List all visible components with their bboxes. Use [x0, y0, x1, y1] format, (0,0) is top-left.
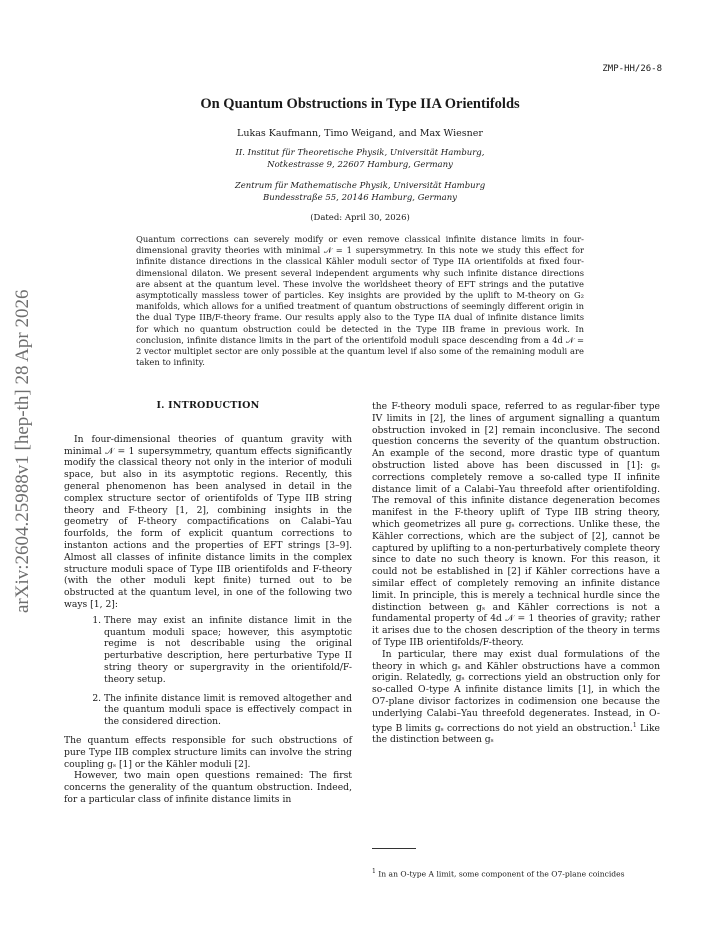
- obstruction-list: [64, 615, 352, 728]
- arxiv-watermark: arXiv:2604.25988v1 [hep-th] 28 Apr 2026: [12, 289, 33, 613]
- intro-paragraph-5: [372, 649, 660, 746]
- footnote-1: [372, 868, 668, 879]
- footnote-divider: [372, 848, 416, 849]
- intro-paragraph-4: the F-theory moduli space, referred to as regular-fiber type IV limits in [2], the lines of argument signalling a quantum obstruction invoked in [2] remain inconclusive. The second question concerns the severity of the quantum obstruction. An example of the second, more drastic type of quantum obstruction listed above has been discussed in [1]: gₛ corrections completely remove a so-called type II infinite distance limit of a Calabi–Yau threefold after orientifolding. The removal of this infinite distance degeneration becomes manifest in the F-theory uplift of Type IIB string theory, which geometrizes all pure gₛ corrections. Unlike these, the Kähler corrections, which are the subject of [2], cannot be captured by uplifting to a non-perturbatively complete theory since to date no such theory is known. For this reason, it could not be established in [2] if Kähler corrections have a similar effect of completely removing an infinite distance limit. In principle, this is merely a technical hurdle since the distinction between gₛ and Kähler corrections is not a fundamental property of 4d 𝒩 = 1 theories of gravity; rather it arises due to the chosen description of the theory in terms of Type IIB orientifolds/F-theory.: [372, 401, 660, 648]
- affiliation-1-line2: Notkestrasse 9, 22607 Hamburg, Germany: [267, 160, 453, 170]
- paragraph-continuation: Like the distinction between gₛ: [372, 722, 660, 746]
- date-line: (Dated: April 30, 2026): [310, 213, 410, 223]
- right-column: [372, 401, 660, 746]
- intro-paragraph-3: However, two main open questions remained: The first concerns the generality of the quantum obstruction. Indeed, for a particular class of infinite distance limits in: [64, 770, 352, 805]
- affiliation-2-line2: Bundesstraße 55, 20146 Hamburg, Germany: [263, 193, 457, 203]
- paper-header: [100, 96, 620, 235]
- report-id: ZMP-HH/26-8: [602, 64, 662, 74]
- intro-paragraph-2: The quantum effects responsible for such obstructions of pure Type IIB complex structure limits can involve the string coupling gₛ [1] or the Kähler moduli [2].: [64, 734, 352, 770]
- paper-title: On Quantum Obstructions in Type IIA Orientifolds: [200, 96, 520, 112]
- footnote-text: In an O-type A limit, some component of the O7-plane coincides: [375, 869, 625, 879]
- footnote-marker[interactable]: 1: [632, 721, 637, 729]
- footnote-number: 1: [372, 868, 376, 875]
- affiliation-2: [100, 180, 620, 204]
- affiliation-2-line1: Zentrum für Mathematische Physik, Universität Hamburg: [234, 181, 486, 191]
- list-item: 1. There may exist an infinite distance limit in the quantum moduli space; however, this asymptotic regime is not describable using the original perturbative description, here perturbative Type II string theory or supergravity in the orientifold/F-theory setup.: [104, 615, 352, 686]
- affiliation-1-line1: II. Institut für Theoretische Physik, Universität Hamburg,: [235, 148, 485, 158]
- left-column: [64, 400, 352, 806]
- section-heading: I. INTRODUCTION: [156, 400, 260, 411]
- abstract: Quantum corrections can severely modify or even remove classical infinite distance limits in four-dimensional gravity theories with minimal 𝒩 = 1 supersymmetry. In this note we study this effect for infinite distance directions in the classical Kähler moduli sector of Type IIA orientifolds at fixed four-dimensional dilaton. We present several independent arguments why such infinite distance directions are absent at the quantum level. These involve the worldsheet theory of EFT strings and the putative asymptotically massless tower of particles. Key insights are provided by the uplift to M-theory on G₂ manifolds, which allows for a unified treatment of quantum obstructions of seemingly different origin in the dual Type IIB/F-theory frame. Our results apply also to the Type IIA dual of infinite distance limits for which no quantum obstruction could be detected in the Type IIB frame in previous work. In conclusion, infinite distance limits in the part of the orientifold moduli space descending from a 4d 𝒩 = 2 vector multiplet sector are only possible at the quantum level if also some of the remaining moduli are taken to infinity.: [136, 234, 584, 368]
- intro-paragraph-1: In four-dimensional theories of quantum gravity with minimal 𝒩 = 1 supersymmetry, quantum effects significantly modify the classical theory not only in the interior of moduli space, but also in its asymptotic regions. Recently, this general phenomenon has been analysed in detail in the complex structure sector of orientifolds of Type IIB string theory and F-theory [1, 2], combining insights in the geometry of F-theory compactifications on Calabi–Yau fourfolds, the form of explicit quantum corrections to instanton actions and the properties of EFT strings [3–9]. Almost all classes of infinite distance limits in the complex structure moduli space of Type IIB orientifolds and F-theory (with the other moduli kept finite) turned out to be obstructed at the quantum level, in one of the following two ways [1, 2]:: [64, 433, 352, 610]
- paragraph-text: In particular, there may exist dual formulations of the theory in which gₛ and Kähler obstructions have a common origin. Relatedly, gₛ corrections yield an obstruction only for so-called O-type A infinite distance limits [1], in which the O7-plane divisor factorizes in codimension one because the underlying Calabi–Yau threefold degenerates. Instead, in O-type B limits gₛ corrections do not yield an obstruction.: [372, 648, 660, 734]
- list-item: 2. The infinite distance limit is removed altogether and the quantum moduli space is effectively compact in the considered direction.: [104, 693, 352, 728]
- author-list: Lukas Kaufmann, Timo Weigand, and Max Wiesner: [237, 128, 483, 139]
- affiliation-1: [100, 147, 620, 171]
